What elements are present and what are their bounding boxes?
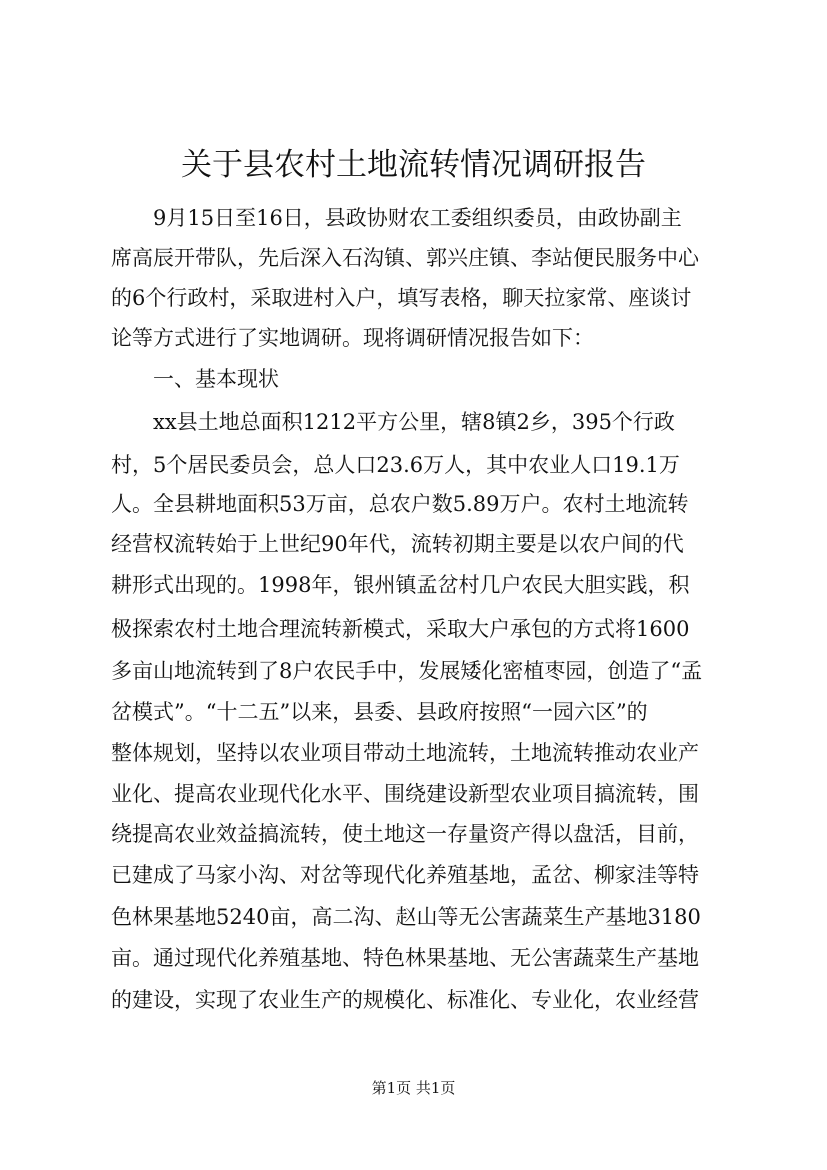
body-line: 经营权流转始于上世纪90年代，流转初期主要是以农户间的代 — [111, 532, 684, 556]
body-line: 绕提高农业效益搞流转，使土地这一存量资产得以盘活，目前， — [111, 822, 699, 846]
page-number-footer: 第1页 共1页 — [371, 1079, 456, 1097]
body-line: 岔模式”。“十二五”以来，县委、县政府按照“一园六区”的 — [111, 700, 648, 724]
body-line: 极探索农村土地合理流转新模式，采取大户承包的方式将1600 — [111, 617, 690, 641]
body-line: 已建成了马家小沟、对岔等现代化养殖基地，孟岔、柳家洼等特 — [111, 863, 699, 887]
body-line: xx县土地总面积1212平方公里，辖8镇2乡，395个行政 — [111, 410, 675, 434]
body-line: 耕形式出现的。1998年，银州镇孟岔村几户农民大胆实践，积 — [111, 573, 690, 597]
body-line: 人。全县耕地面积53万亩，总农户数5.89万户。农村土地流转 — [111, 492, 689, 516]
section-heading: 一、基本现状 — [111, 367, 279, 391]
body-line: 的6个行政村，采取进村入户，填写表格，聊天拉家常、座谈讨 — [111, 286, 692, 310]
body-line: 亩。通过现代化养殖基地、特色林果基地、无公害蔬菜生产基地 — [111, 946, 699, 970]
body-line: 多亩山地流转到了8户农民手中，发展矮化密植枣园，创造了“孟 — [111, 659, 703, 683]
body-line: 村，5个居民委员会，总人口23.6万人，其中农业人口19.1万 — [111, 453, 680, 477]
body-line: 9月15日至16日，县政协财农工委组织委员，由政协副主 — [111, 206, 682, 230]
body-line: 论等方式进行了实地调研。现将调研情况报告如下： — [111, 326, 594, 350]
document-title: 关于县农村土地流转情况调研报告 — [181, 147, 646, 183]
body-line: 席高辰开带队，先后深入石沟镇、郭兴庄镇、李站便民服务中心 — [111, 246, 699, 270]
body-line: 色林果基地5240亩，高二沟、赵山等无公害蔬菜生产基地3180 — [111, 905, 701, 929]
body-line: 业化、提高农业现代化水平、围绕建设新型农业项目搞流转，围 — [111, 782, 699, 806]
body-line: 整体规划，坚持以农业项目带动土地流转，土地流转推动农业产 — [111, 741, 699, 765]
body-line: 的建设，实现了农业生产的规模化、标准化、专业化，农业经营 — [111, 988, 699, 1012]
